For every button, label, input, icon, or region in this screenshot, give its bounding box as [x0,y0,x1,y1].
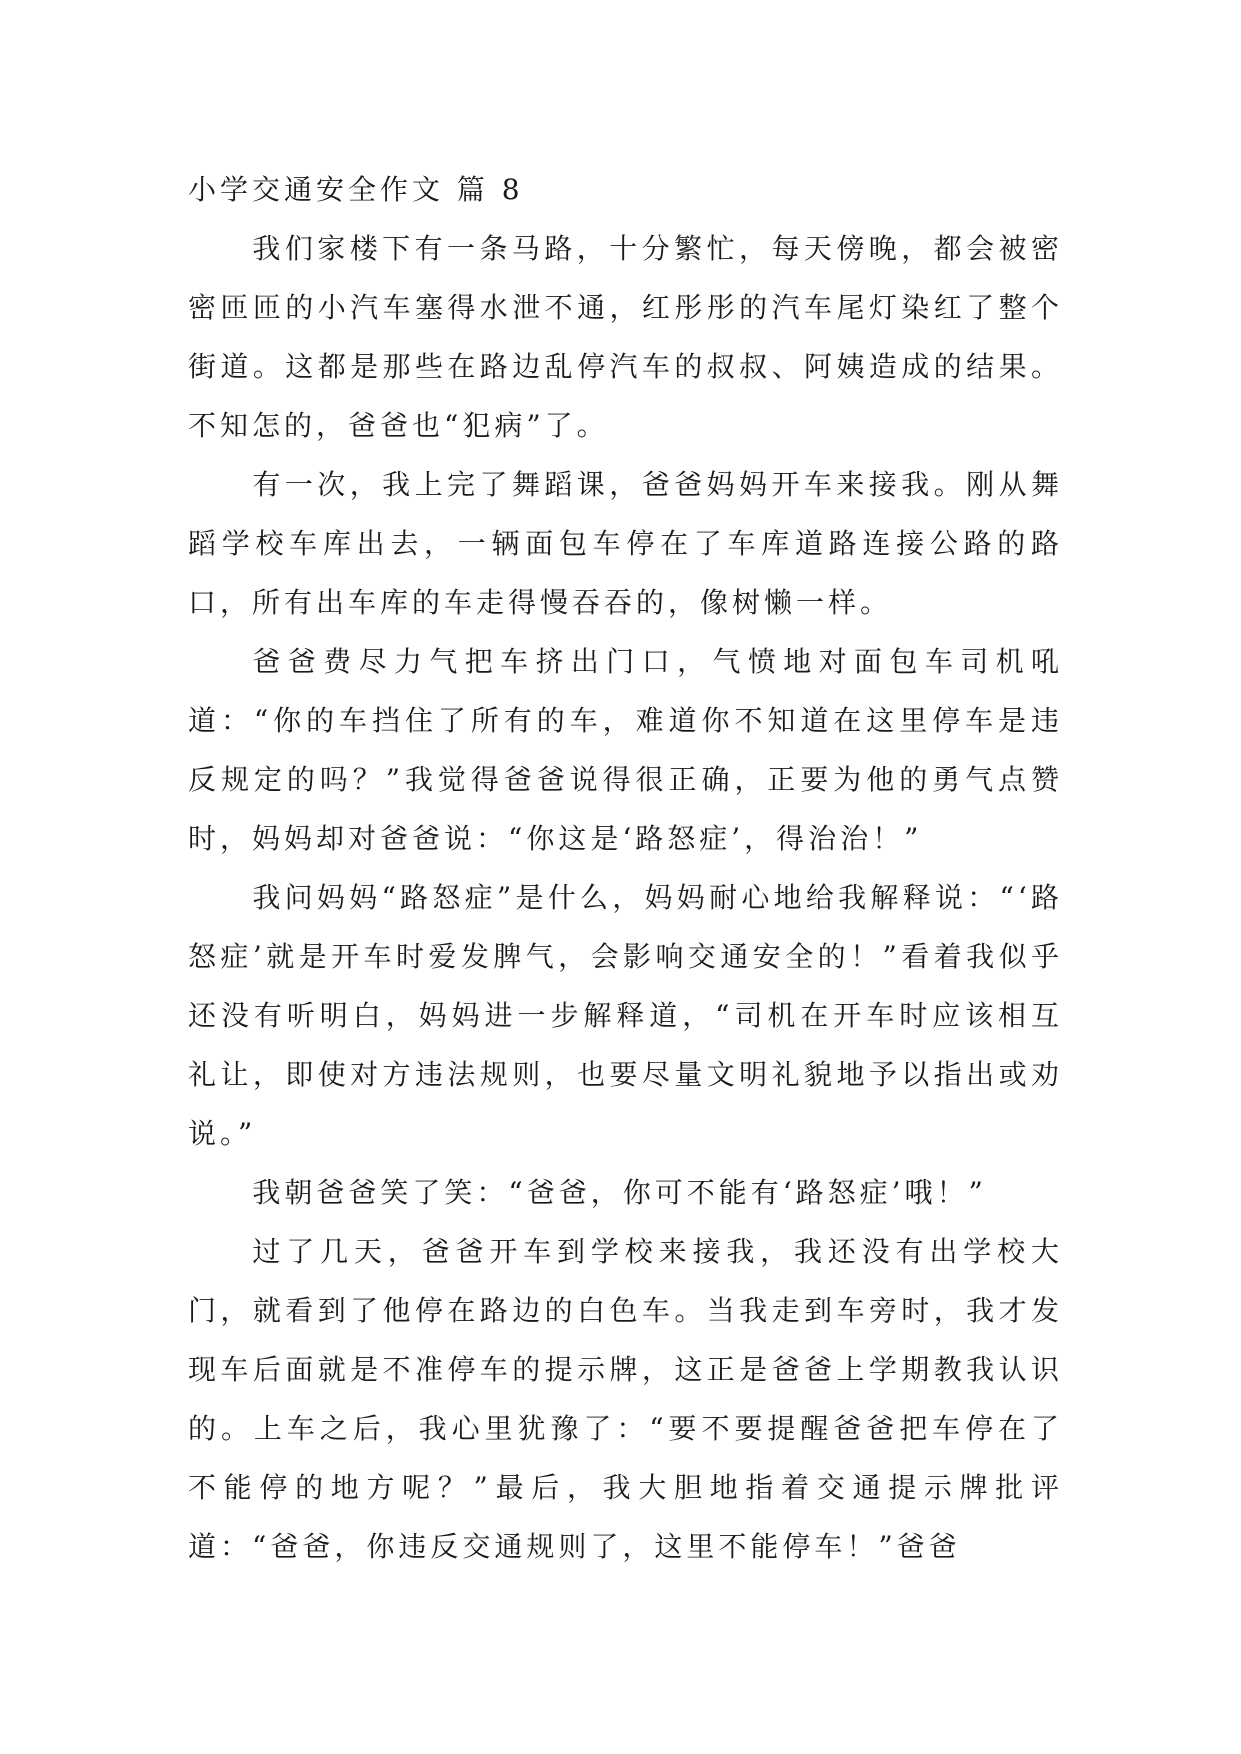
paragraph-1: 我们家楼下有一条马路，十分繁忙，每天傍晚，都会被密密匝匝的小汽车塞得水泄不通，红彤彤的汽车尾灯染红了整个街道。这都是那些在路边乱停汽车的叔叔、阿姨造成的结果。不知怎的，爸爸也“犯病”了。 [188,232,1063,442]
paragraph-6: 过了几天，爸爸开车到学校来接我，我还没有出学校大门，就看到了他停在路边的白色车。当我走到车旁时，我才发现车后面就是不准停车的提示牌，这正是爸爸上学期教我认识的。上车之后，我心里犹豫了：“要不要提醒爸爸把车停在了不能停的地方呢？”最后，我大胆地指着交通提示牌批评道：“爸爸，你违反交通规则了，这里不能停车！”爸爸 [188,1235,1063,1563]
paragraph-3: 爸爸费尽力气把车挤出门口，气愤地对面包车司机吼道：“你的车挡住了所有的车，难道你不知道在这里停车是违反规定的吗？”我觉得爸爸说得很正确，正要为他的勇气点赞时，妈妈却对爸爸说：“你这是‘路怒症’，得治治！” [188,645,1063,855]
document-body [188,160,1063,1576]
essay-title: 小学交通安全作文 篇 8 [188,173,524,206]
paragraph-5: 我朝爸爸笑了笑：“爸爸，你可不能有‘路怒症’哦！” [252,1176,987,1209]
paragraph-2: 有一次，我上完了舞蹈课，爸爸妈妈开车来接我。刚从舞蹈学校车库出去，一辆面包车停在了车库道路连接公路的路口，所有出车库的车走得慢吞吞的，像树懒一样。 [188,468,1063,619]
paragraph-4: 我问妈妈“路怒症”是什么，妈妈耐心地给我解释说：“‘路怒症’就是开车时爱发脾气，会影响交通安全的！”看着我似乎还没有听明白，妈妈进一步解释道，“司机在开车时应该相互礼让，即使对方违法规则，也要尽量文明礼貌地予以指出或劝说。” [188,881,1063,1150]
